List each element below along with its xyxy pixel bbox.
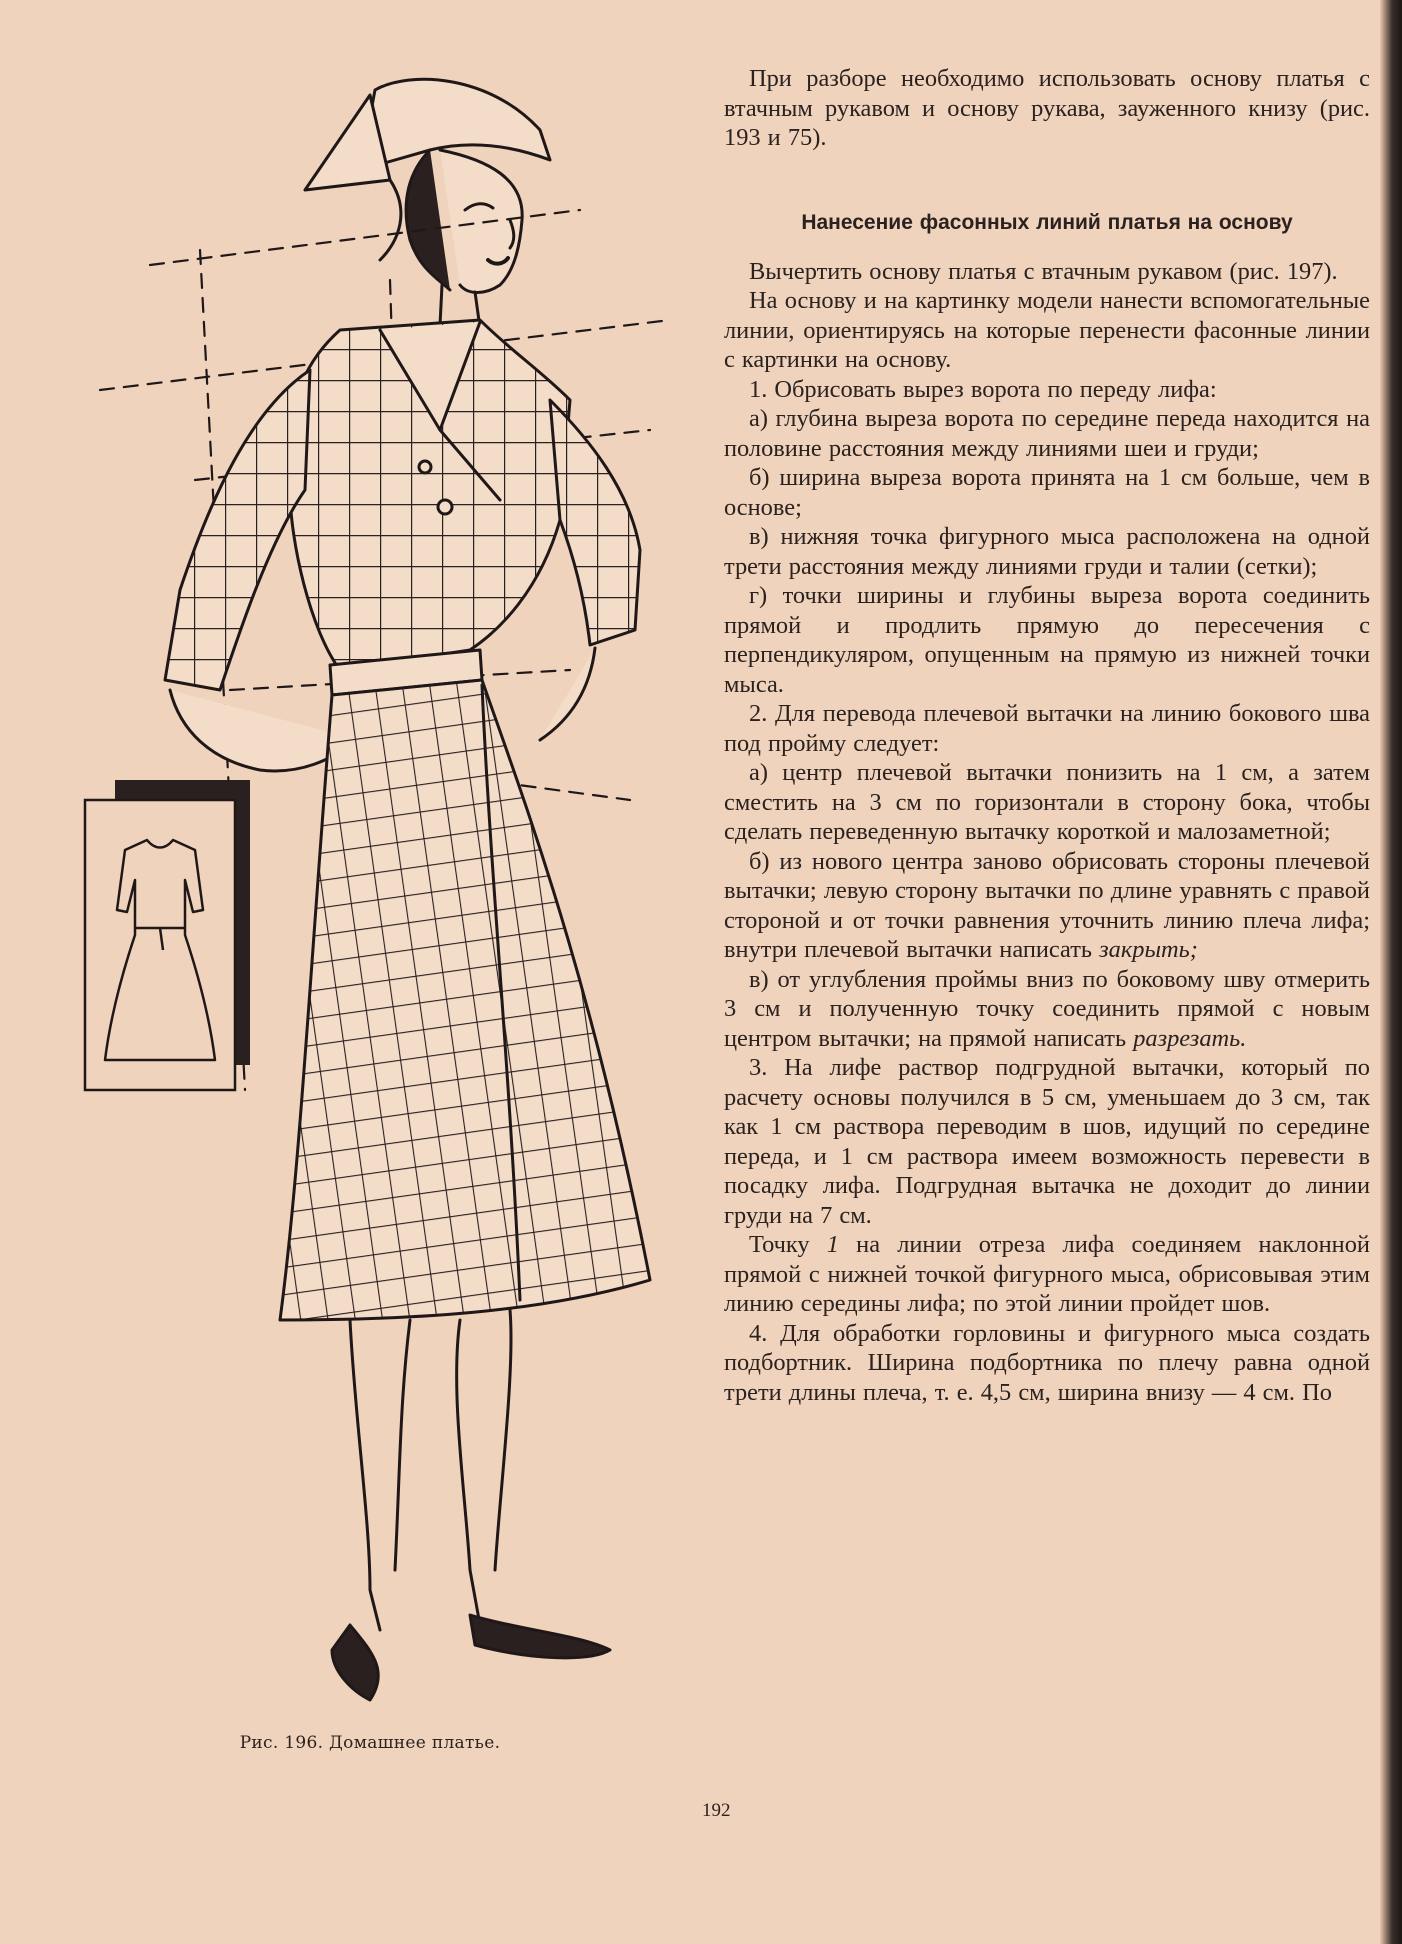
paragraph: Вычертить основу платья с втачным рукавом (рис. 197). [749, 257, 1338, 285]
list-item: а) центр плечевой вытачки понизить на 1 см, а затем сместить на 3 см по горизонтали в сторону бока, чтобы сделать переведенную вытачку короткой и малозаметной; [724, 759, 1370, 845]
list-item: г) точки ширины и глубины выреза ворота соединить прямой и продлить прямую до пересечения с перпендикуляром, опущенным на прямую из нижней точки мыса. [724, 582, 1370, 698]
list-item-text: в) от углубления проймы вниз по боковому шву отмерить 3 см и полученную точку соединить прямой с новым центром вытачки; на прямой написать [724, 965, 1370, 1052]
list-item [724, 847, 1370, 965]
paragraph-text: на линии отреза лифа соединяем наклонной прямой с нижней точкой фигурного мыса, обрисовывая этим линию середины лифа; по этой линии пройдет шов. [724, 1231, 1370, 1317]
list-item: 4. Для обработки горловины и фигурного мыса создать подбортник. Ширина подбортника по плечу равна одной трети длины плеча, т. е. 4,5 см, ширина внизу — 4 см. По [724, 1319, 1370, 1406]
italic-term: разрезать. [1133, 1024, 1247, 1052]
text-column [724, 64, 1370, 1407]
list-item: 3. На лифе раствор подгрудной вытачки, который по расчету основы получился в 5 см, уменьшаем до 3 см, так как 1 см раствора переводим в шов, идущий по середине переда, и 1 см раствора имеем возможность перевести в посадку лифа. Подгрудная вытачка не доходит до линии груди на 7 см. [724, 1054, 1370, 1229]
list-item [724, 965, 1370, 1054]
page-edge-shadow [1380, 0, 1402, 1944]
figure-caption: Рис. 196. Домашнее платье. [239, 1733, 501, 1753]
right-sleeve [550, 400, 640, 645]
paragraph-intro: При разборе необходимо использовать основу платья с втачным рукавом и основу рукава, зауженного книзу (рис. 193 и 75). [724, 65, 1370, 151]
list-item: 1. Обрисовать вырез ворота по переду лифа: [749, 375, 1217, 403]
shoe-right [470, 1615, 610, 1658]
italic-number: 1 [826, 1231, 839, 1258]
list-item: а) глубина выреза ворота по середине переда находится на половине расстояния между линиями шеи и груди; [724, 405, 1370, 462]
list-item-text: б) из нового центра заново обрисовать стороны плечевой вытачки; левую сторону вытачки по длине уравнять с правой стороной и от точки равнения уточнить линию плеча лифа; внутри плечевой вытачки написать [724, 847, 1370, 963]
paragraph-text: Точку [749, 1231, 810, 1258]
list-item: в) нижняя точка фигурного мыса расположена на одной трети расстояния между линиями груди и талии (сетки); [724, 523, 1370, 580]
paragraph: На основу и на картинку модели нанести вспомогательные линии, ориентируясь на которые перенести фасонные линии с картинки на основу. [724, 287, 1370, 373]
italic-term: закрыть; [1099, 936, 1198, 963]
inset-sketch [85, 780, 250, 1090]
page-number: 192 [702, 1800, 731, 1821]
dress-illustration [70, 70, 680, 1710]
shoe-left [332, 1625, 378, 1700]
list-item: 2. Для перевода плечевой вытачки на линию бокового шва под пройму следует: [724, 700, 1370, 757]
section-heading: Нанесение фасонных линий платья на основу [801, 210, 1293, 234]
paragraph [724, 1230, 1370, 1319]
skirt [280, 680, 650, 1320]
left-sleeve [165, 370, 310, 690]
list-item: б) ширина выреза ворота принята на 1 см больше, чем в основе; [724, 464, 1370, 521]
